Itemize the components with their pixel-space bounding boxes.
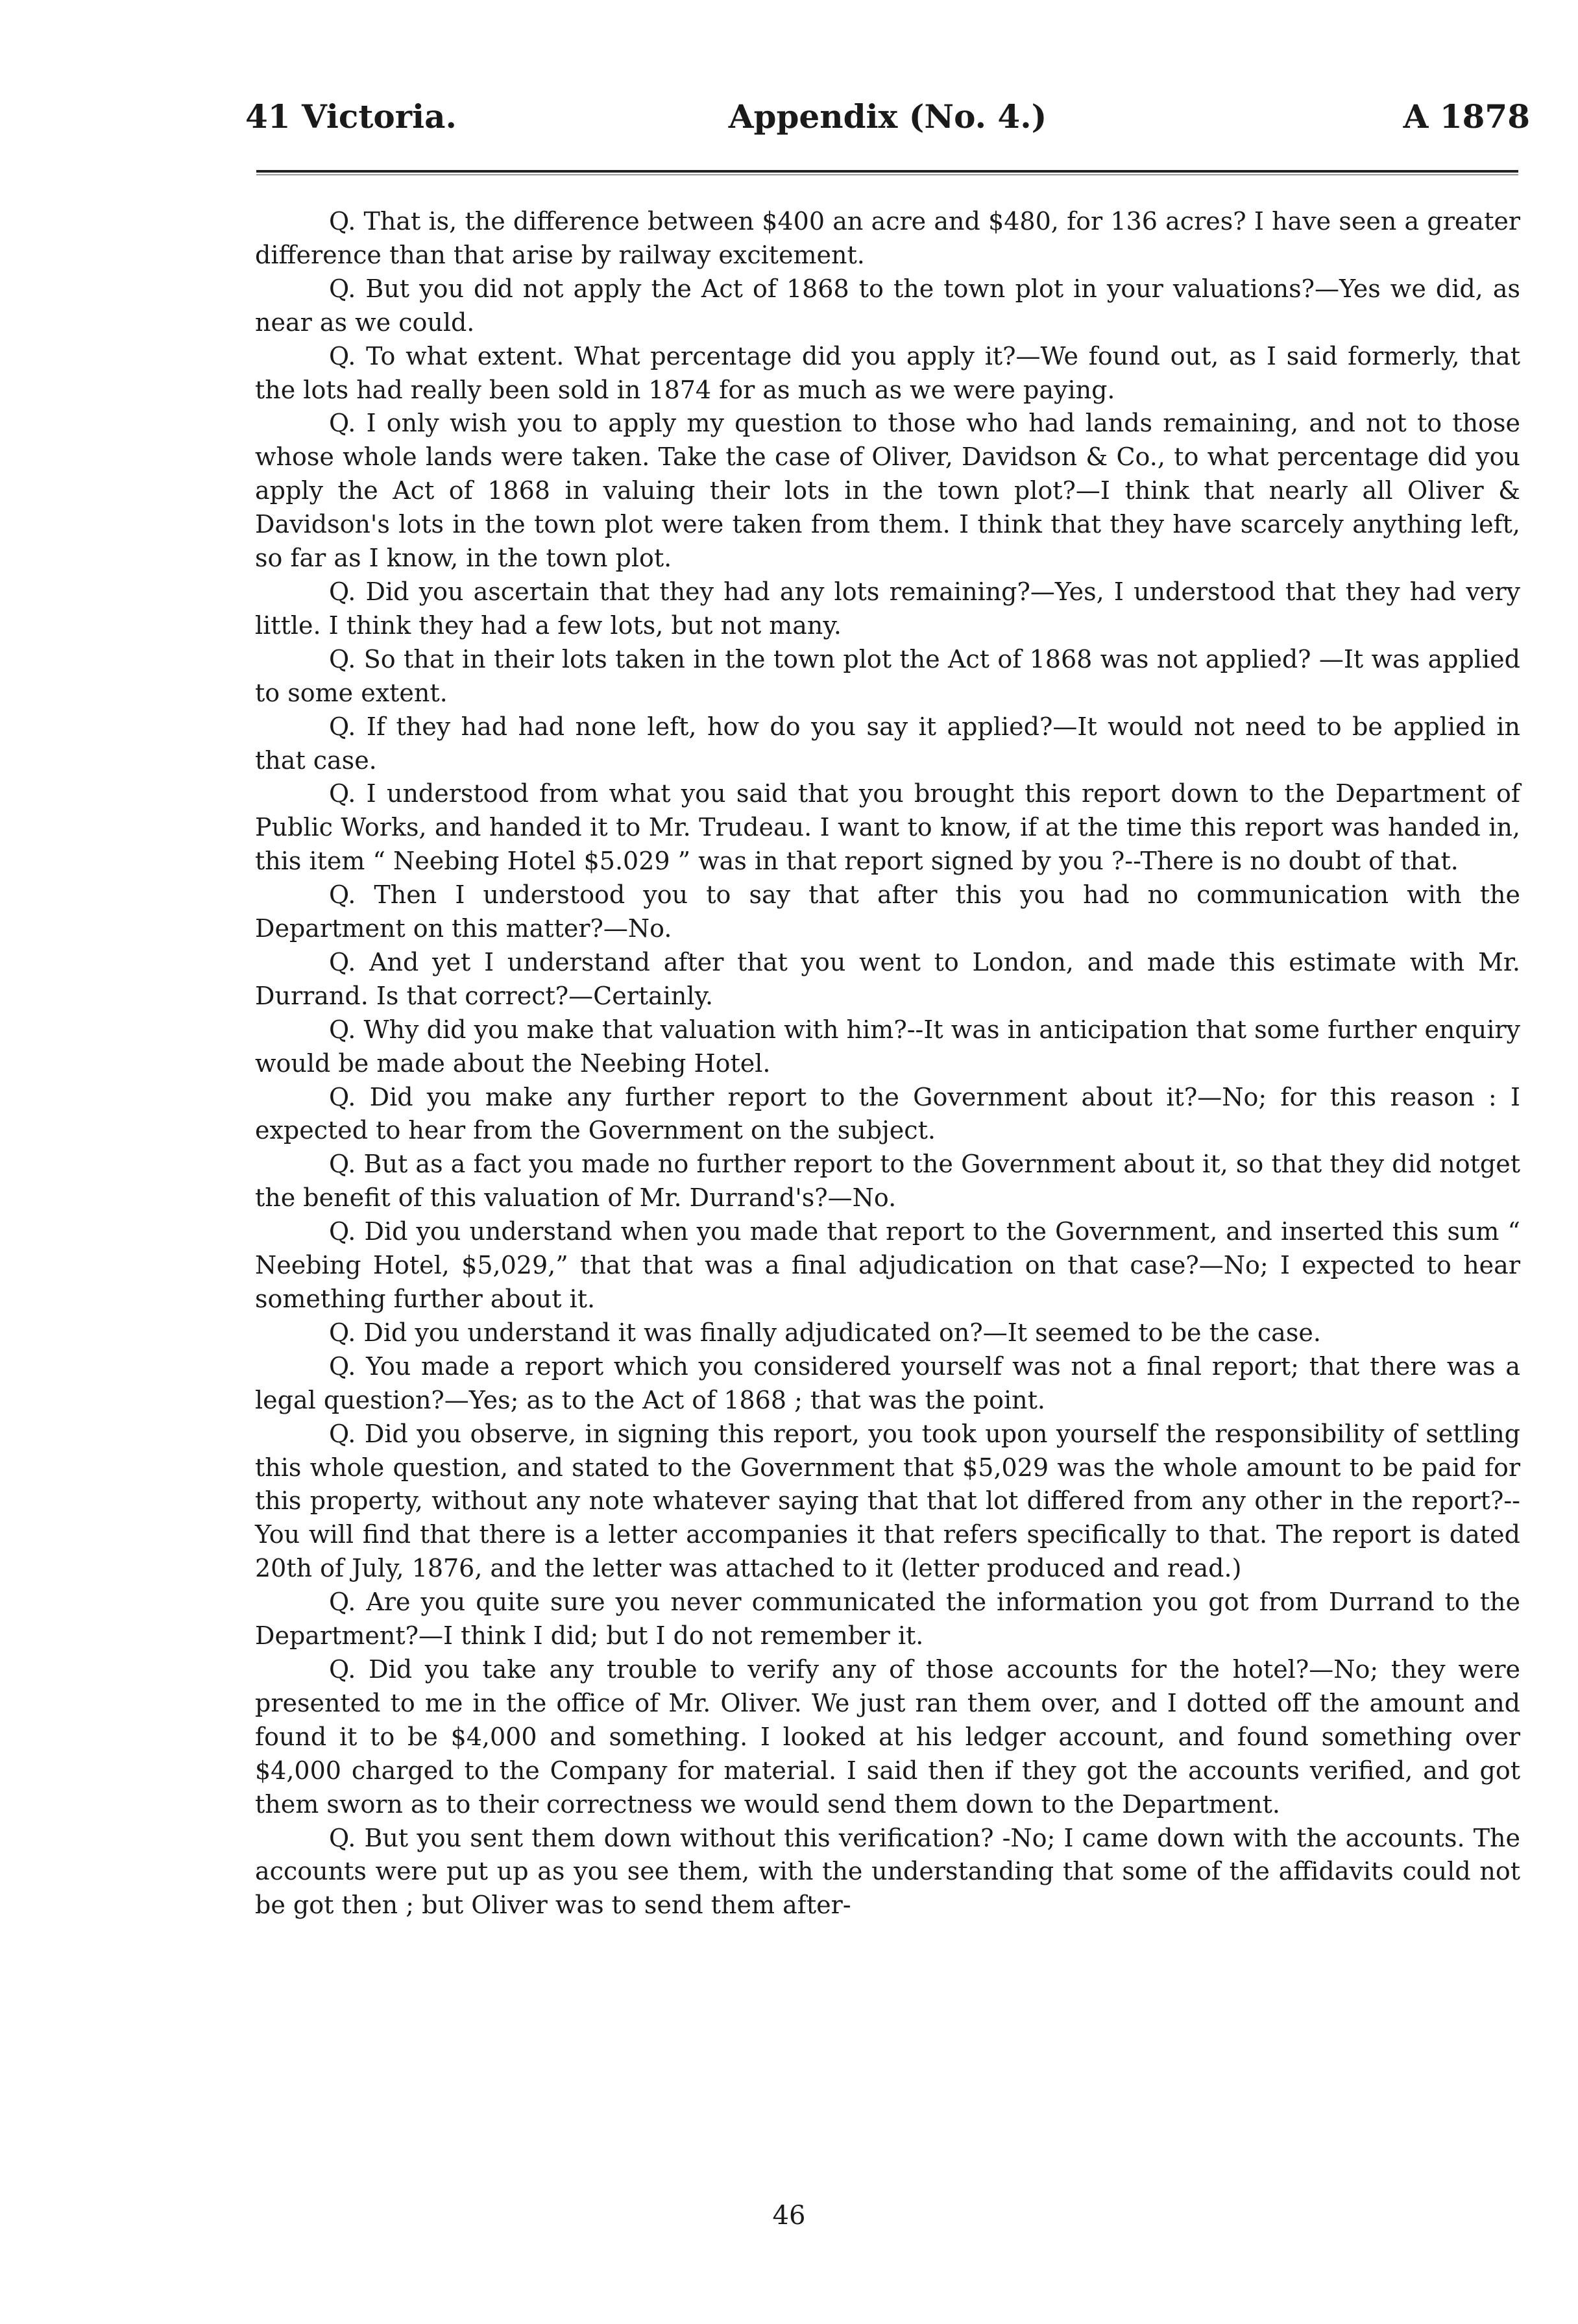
paragraph: Q. And yet I understand after that you went to London, and made this estimate with Mr. Durrand. Is that correct?—Certainly. <box>255 947 1520 1010</box>
paragraph: Q. You made a report which you considered yourself was not a final report; that there was a legal question?—Yes; as to the Act of 1868 ; that was the point. <box>255 1351 1520 1414</box>
paragraph: Q. Are you quite sure you never communicated the information you got from Durrand to the Department?—I think I did; but I do not remember it. <box>255 1588 1520 1651</box>
header-title: Appendix (No. 4.) <box>728 97 1047 136</box>
paragraph: Q. Did you understand when you made that report to the Government, and inserted this sum “ Neebing Hotel, $5,029,” that that was a final adjudication on that case?—No; I expected to hear something further about it. <box>255 1217 1520 1313</box>
paragraph: Q. Did you make any further report to the Government about it?—No; for this reason : I expected to hear from the Government on the subject. <box>255 1082 1520 1145</box>
header-year: A 1878 <box>1403 97 1530 136</box>
paragraph: Q. But as a fact you made no further report to the Government about it, so that they did notget the benefit of this valuation of Mr. Durrand's?—No. <box>255 1150 1520 1213</box>
header-session: 41 Victoria. <box>245 97 457 136</box>
paragraph: Q. To what extent. What percentage did you apply it?—We found out, as I said formerly, that the lots had really been sold in 1874 for as much as we were paying. <box>255 341 1520 404</box>
paragraph: Q. But you sent them down without this verification? -No; I came down with the accounts. The accounts were put up as you see them, with the understanding that some of the affidavits could not be got then ; but Oliver was to send them after- <box>255 1823 1520 1920</box>
paragraph: Q. But you did not apply the Act of 1868 to the town plot in your valuations?—Yes we did, as near as we could. <box>255 274 1520 337</box>
paragraph: Q. Did you ascertain that they had any lots remaining?—Yes, I understood that they had very little. I think they had a few lots, but not many. <box>255 577 1520 640</box>
paragraph: Q. I understood from what you said that you brought this report down to the Department of Public Works, and handed it to Mr. Trudeau. I want to know, if at the time this report was handed in, this item “ Neebing Hotel $5.029 ” was in that report signed by you ?--There is no doubt of that. <box>255 779 1520 876</box>
header-rule <box>256 170 1518 175</box>
paragraph: Q. Did you understand it was finally adjudicated on?—It seemed to be the case. <box>329 1318 1321 1347</box>
paragraph: Q. If they had had none left, how do you say it applied?—It would not need to be applied in that case. <box>255 712 1520 775</box>
paragraph: Q. That is, the difference between $400 an acre and $480, for 136 acres? I have seen a greater difference than that arise by railway excitement. <box>255 207 1520 269</box>
paragraph: Q. So that in their lots taken in the town plot the Act of 1868 was not applied? —It was applied to some extent. <box>255 644 1520 707</box>
paragraph: Q. Then I understood you to say that after this you had no communication with the Department on this matter?—No. <box>255 880 1520 943</box>
paragraph: Q. Why did you make that valuation with him?--It was in anticipation that some further enquiry would be made about the Neebing Hotel. <box>255 1015 1520 1078</box>
page-number: 46 <box>772 2201 806 2231</box>
paragraph: Q. Did you observe, in signing this report, you took upon yourself the responsibility of settling this whole question, and stated to the Government that $5,029 was the whole amount to be paid for this property, without any note whatever saying that that lot differed from any other in the report?--You will find that there is a letter accompanies it that refers specifically to that. The report is dated 20th of July, 1876, and the letter was attached to it (letter produced and read.) <box>255 1419 1520 1583</box>
body-text <box>255 205 1520 1922</box>
paragraph: Q. Did you take any trouble to verify any of those accounts for the hotel?—No; they were presented to me in the office of Mr. Oliver. We just ran them over, and I dotted off the amount and found it to be $4,000 and something. I looked at his ledger account, and found something over $4,000 charged to the Company for material. I said then if they got the accounts verified, and got them sworn as to their correctness we would send them down to the Department. <box>255 1654 1520 1819</box>
running-header <box>245 91 1530 143</box>
paragraph: Q. I only wish you to apply my question to those who had lands remaining, and not to those whose whole lands were taken. Take the case of Oliver, Davidson & Co., to what percentage did you apply the Act of 1868 in valuing their lots in the town plot?—I think that nearly all Oliver & Davidson's lots in the town plot were taken from them. I think that they have scarcely anything left, so far as I know, in the town plot. <box>255 409 1520 573</box>
